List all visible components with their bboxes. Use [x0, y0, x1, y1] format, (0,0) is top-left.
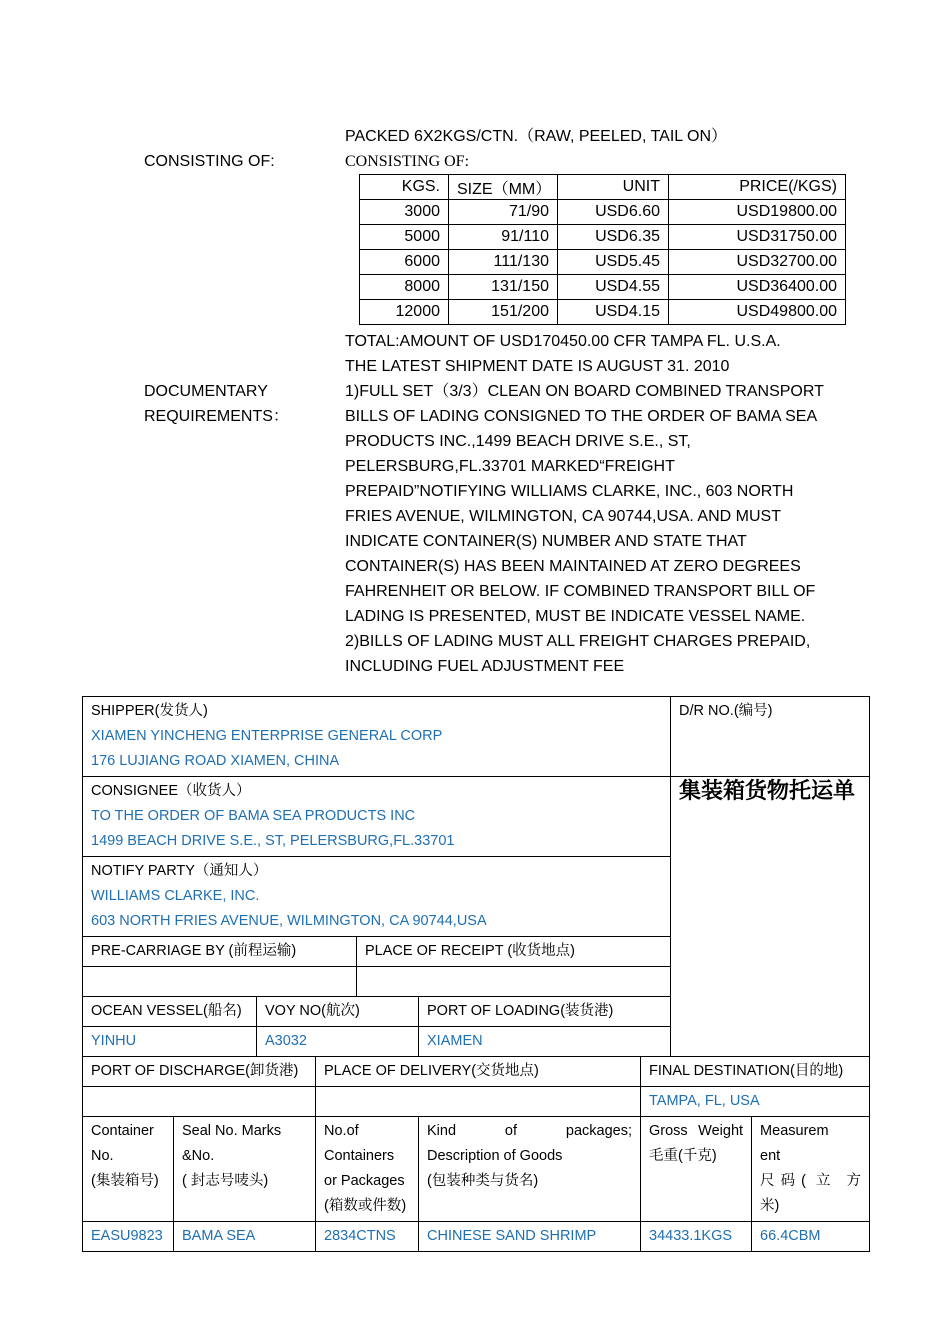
dr-no-cell	[671, 697, 870, 777]
table-row	[360, 200, 846, 225]
seal-no-header	[174, 1117, 316, 1222]
vessel-value: YINHU	[83, 1027, 257, 1057]
notify-label: NOTIFY PARTY（通知人）	[91, 863, 268, 879]
header-line: Seal No. Marks &No.	[182, 1123, 282, 1164]
table-row	[360, 300, 846, 325]
shipper-cell	[83, 697, 671, 777]
cell: 5000	[360, 225, 449, 250]
measurement-value: 66.4CBM	[752, 1222, 870, 1252]
doc-line: INCLUDING FUEL ADJUSTMENT FEE	[345, 658, 625, 675]
doc-line: PELERSBURG,FL.33701 MARKED“FREIGHT	[345, 458, 675, 475]
discharge-value	[83, 1087, 316, 1117]
measurement-header	[752, 1117, 870, 1222]
doc-requirements	[345, 379, 850, 679]
discharge-value-row	[83, 1087, 870, 1117]
cell: 111/130	[449, 250, 558, 275]
discharge-label-row	[83, 1057, 870, 1087]
container-no-header	[83, 1117, 174, 1222]
consignee-cell	[83, 777, 671, 857]
header-line: No.of Containers	[324, 1123, 395, 1164]
cell: 71/90	[449, 200, 558, 225]
cell: USD32700.00	[669, 250, 846, 275]
destination-label: FINAL DESTINATION(目的地)	[641, 1057, 870, 1087]
header-line: Description of Goods	[427, 1148, 563, 1164]
receipt-label: PLACE OF RECEIPT (收货地点)	[357, 937, 671, 967]
cell: 131/150	[449, 275, 558, 300]
gross-weight-header	[641, 1117, 752, 1222]
header-line: (包装种类与货名)	[427, 1173, 539, 1189]
consignee-row	[83, 777, 870, 857]
doc-line: FAHRENHEIT OR BELOW. IF COMBINED TRANSPORT BILL OF	[345, 583, 816, 600]
discharge-label: PORT OF DISCHARGE(卸货港)	[83, 1057, 316, 1087]
header-line: Gross Weight	[649, 1123, 744, 1139]
cell: USD36400.00	[669, 275, 846, 300]
shipper-address: 176 LUJIANG ROAD XIAMEN, CHINA	[91, 753, 340, 769]
price-table	[359, 174, 846, 325]
cell: USD5.45	[558, 250, 669, 275]
doc-line: BILLS OF LADING CONSIGNED TO THE ORDER OF BAMA SEA	[345, 408, 818, 425]
header-line: or Packages	[324, 1173, 405, 1189]
table-header-row	[360, 175, 846, 200]
table-row	[360, 225, 846, 250]
doc-line: PRODUCTS INC.,1499 BEACH DRIVE S.E., ST,	[345, 433, 691, 450]
gross-weight-value: 34433.1KGS	[641, 1222, 752, 1252]
header-line: Container	[91, 1123, 154, 1139]
cell: USD6.60	[558, 200, 669, 225]
cell: 151/200	[449, 300, 558, 325]
doc-line: 2)BILLS OF LADING MUST ALL FREIGHT CHARGES PREPAID,	[345, 633, 811, 650]
doc-line: LADING IS PRESENTED, MUST BE INDICATE VESSEL NAME.	[345, 608, 806, 625]
header-line: 毛重(千克)	[649, 1148, 717, 1164]
doc-line: PREPAID”NOTIFYING WILLIAMS CLARKE, INC., 603 NORTH	[345, 483, 794, 500]
cell: USD31750.00	[669, 225, 846, 250]
loading-label: PORT OF LOADING(装货港)	[419, 997, 671, 1027]
shipping-order-form	[82, 696, 870, 1252]
header-size: SIZE（MM）	[449, 175, 558, 200]
header-line: No.	[91, 1148, 114, 1164]
notify-address: 603 NORTH FRIES AVENUE, WILMINGTON, CA 90744,USA	[91, 913, 487, 929]
precarriage-label: PRE-CARRIAGE BY (前程运输)	[83, 937, 357, 967]
table-row	[360, 250, 846, 275]
header-kgs: KGS.	[360, 175, 449, 200]
cell: 3000	[360, 200, 449, 225]
cell: USD4.55	[558, 275, 669, 300]
doc-line: INDICATE CONTAINER(S) NUMBER AND STATE THAT	[345, 533, 747, 550]
header-price: PRICE(/KGS)	[669, 175, 846, 200]
notify-name: WILLIAMS CLARKE, INC.	[91, 888, 260, 904]
loading-value: XIAMEN	[419, 1027, 671, 1057]
form-title: 集装箱货物托运单	[679, 779, 856, 804]
shipper-label: SHIPPER(发货人)	[91, 703, 208, 719]
cell: USD6.35	[558, 225, 669, 250]
header-line: Measurem	[760, 1123, 829, 1139]
header-line: ( 封志号唛头)	[182, 1173, 269, 1189]
cell: USD49800.00	[669, 300, 846, 325]
voy-value: A3032	[257, 1027, 419, 1057]
shipper-name: XIAMEN YINCHENG ENTERPRISE GENERAL CORP	[91, 728, 443, 744]
packed-line: PACKED 6X2KGS/CTN.（RAW, PEELED, TAIL ON）	[345, 128, 728, 145]
seal-no-value: BAMA SEA	[174, 1222, 316, 1252]
total-line: TOTAL:AMOUNT OF USD170450.00 CFR TAMPA FL. U.S.A.	[345, 333, 781, 350]
notify-cell	[83, 857, 671, 937]
consisting-label-serif: CONSISTING OF:	[345, 153, 470, 170]
description-value: CHINESE SAND SHRIMP	[419, 1222, 641, 1252]
header-line: Kind of packages;	[427, 1123, 632, 1139]
cell: 91/110	[449, 225, 558, 250]
doc-line: FRIES AVENUE, WILMINGTON, CA 90744,USA. AND MUST	[345, 508, 781, 525]
cell: 12000	[360, 300, 449, 325]
header-line: 尺码( 立 方	[760, 1173, 862, 1189]
doc-line: CONTAINER(S) HAS BEEN MAINTAINED AT ZERO DEGREES	[345, 558, 801, 575]
cell: USD4.15	[558, 300, 669, 325]
doc-label-1: DOCUMENTARY	[144, 383, 268, 400]
voy-label: VOY NO(航次)	[257, 997, 419, 1027]
vessel-label: OCEAN VESSEL(船名)	[83, 997, 257, 1027]
goods-header-row	[83, 1117, 870, 1222]
dr-no-label: D/R NO.(编号)	[679, 703, 773, 719]
receipt-value	[357, 967, 671, 997]
consignee-address: 1499 BEACH DRIVE S.E., ST, PELERSBURG,FL.33701	[91, 833, 455, 849]
precarriage-value	[83, 967, 357, 997]
consisting-label: CONSISTING OF:	[144, 153, 275, 170]
header-line: 米)	[760, 1198, 780, 1214]
cell: USD19800.00	[669, 200, 846, 225]
packages-count-header	[316, 1117, 419, 1222]
header-line: (集装箱号)	[91, 1173, 159, 1189]
table-row	[83, 1222, 870, 1252]
header-unit: UNIT	[558, 175, 669, 200]
cell: 8000	[360, 275, 449, 300]
shipment-line: THE LATEST SHIPMENT DATE IS AUGUST 31. 2010	[345, 358, 730, 375]
header-line: (箱数或件数)	[324, 1198, 407, 1214]
doc-label-2: REQUIREMENTS：	[144, 408, 289, 425]
description-header	[419, 1117, 641, 1222]
table-row	[360, 275, 846, 300]
doc-line: 1)FULL SET（3/3）CLEAN ON BOARD COMBINED TRANSPORT	[345, 383, 824, 400]
packages-count-value: 2834CTNS	[316, 1222, 419, 1252]
header-line: ent	[760, 1148, 781, 1164]
destination-value: TAMPA, FL, USA	[641, 1087, 870, 1117]
cell: 6000	[360, 250, 449, 275]
consignee-label: CONSIGNEE（收货人）	[91, 783, 251, 799]
delivery-label: PLACE OF DELIVERY(交货地点)	[316, 1057, 641, 1087]
container-no-value: EASU9823	[83, 1222, 174, 1252]
title-cell	[671, 777, 870, 1057]
consignee-name: TO THE ORDER OF BAMA SEA PRODUCTS INC	[91, 808, 416, 824]
delivery-value	[316, 1087, 641, 1117]
shipper-row	[83, 697, 870, 777]
